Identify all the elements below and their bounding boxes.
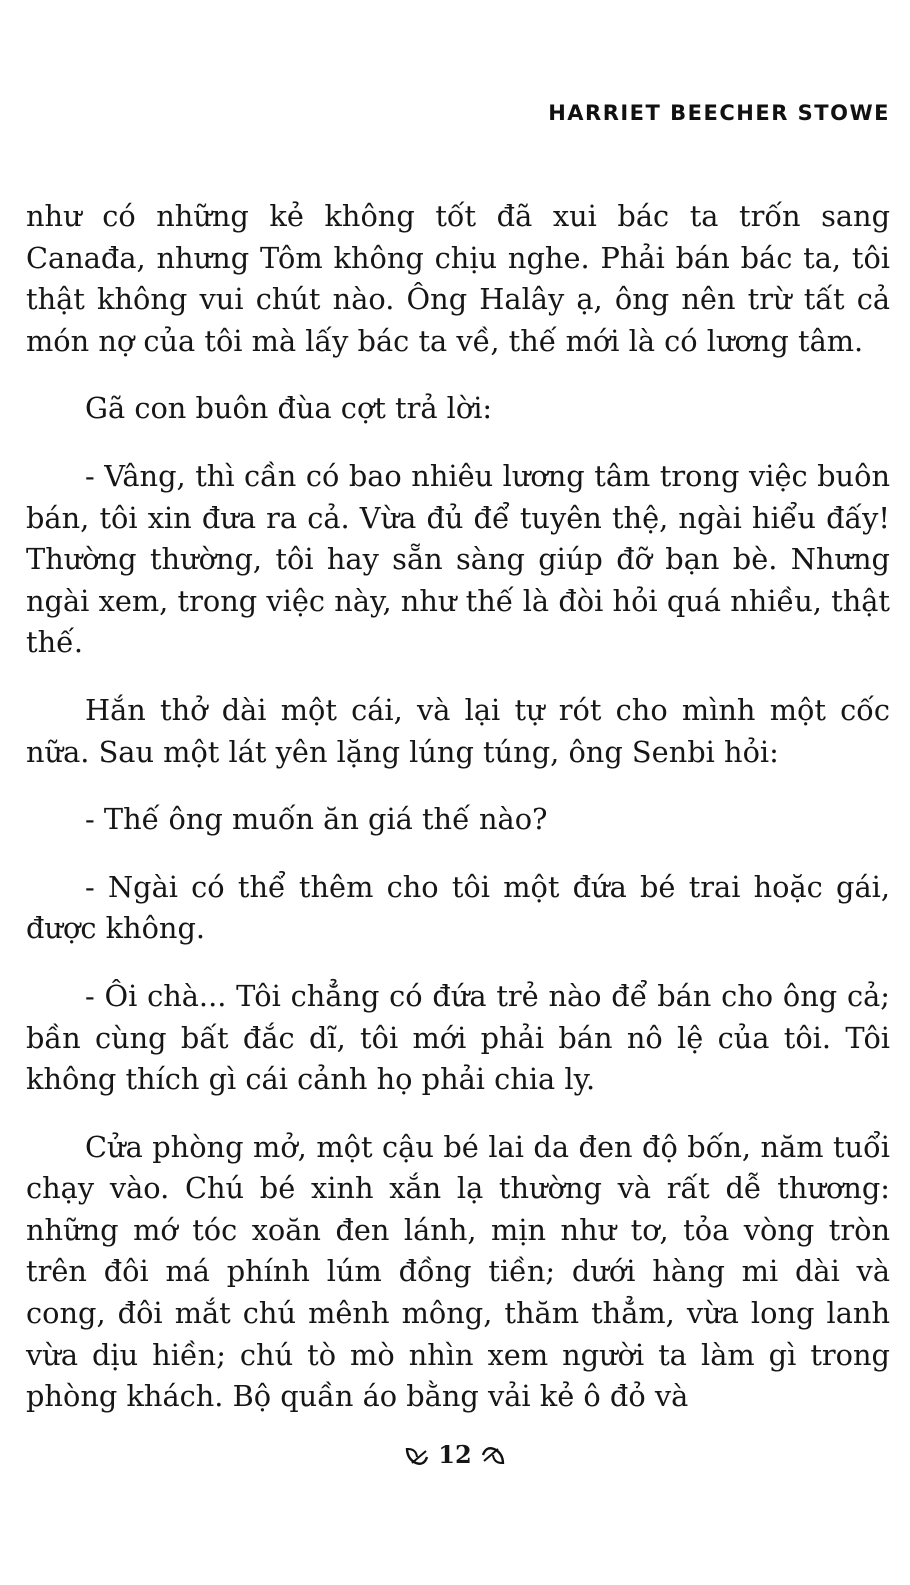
paragraph-7: - Ôi chà... Tôi chẳng có đứa trẻ nào để bán cho ông cả; bần cùng bất đắc dĩ, tôi mới phải bán nô lệ của tôi. Tôi không thích gì cái cảnh họ phải chia ly. [26, 978, 890, 1097]
paragraph-3: - Vâng, thì cần có bao nhiêu lương tâm trong việc buôn bán, tôi xin đưa ra cả. Vừa đủ để tuyên thệ, ngài hiểu đấy! Thường thường, tôi hay sẵn sàng giúp đỡ bạn bè. Nhưng ngài xem, trong việc này, như thế là đòi hỏi quá nhiều, thật thế. [26, 458, 890, 660]
running-header: HARRIET BEECHER STOWE [548, 101, 890, 125]
paragraph-2: Gã con buôn đùa cợt trả lời: [85, 391, 493, 426]
body-text [26, 196, 890, 1444]
floral-ornament-right-icon [480, 1440, 506, 1469]
paragraph-6: - Ngài có thể thêm cho tôi một đứa bé trai hoặc gái, được không. [26, 869, 890, 946]
page-footer [0, 1440, 910, 1469]
paragraph-5: - Thế ông muốn ăn giá thế nào? [85, 802, 548, 837]
paragraph-1: như có những kẻ không tốt đã xui bác ta trốn sang Canađa, nhưng Tôm không chịu nghe. Phải bán bác ta, tôi thật không vui chút nào. Ông Halây ạ, ông nên trừ tất cả món nợ của tôi mà lấy bác ta về, thế mới là có lương tâm. [26, 199, 890, 358]
page-number: 12 [438, 1440, 472, 1469]
paragraph-4: Hắn thở dài một cái, và lại tự rót cho mình một cốc nữa. Sau một lát yên lặng lúng túng, ông Senbi hỏi: [26, 692, 890, 769]
floral-ornament-left-icon [404, 1440, 438, 1469]
paragraph-8: Cửa phòng mở, một cậu bé lai da đen độ bốn, năm tuổi chạy vào. Chú bé xinh xắn lạ thường và rất dễ thương: những mớ tóc xoăn đen lánh, mịn như tơ, tỏa vòng tròn trên đôi má phính lúm đồng tiền; dưới hàng mi dài và cong, đôi mắt chú mênh mông, thăm thẳm, vừa long lanh vừa dịu hiền; chú tò mò nhìn xem người ta làm gì trong phòng khách. Bộ quần áo bằng vải kẻ ô đỏ và [26, 1129, 890, 1414]
